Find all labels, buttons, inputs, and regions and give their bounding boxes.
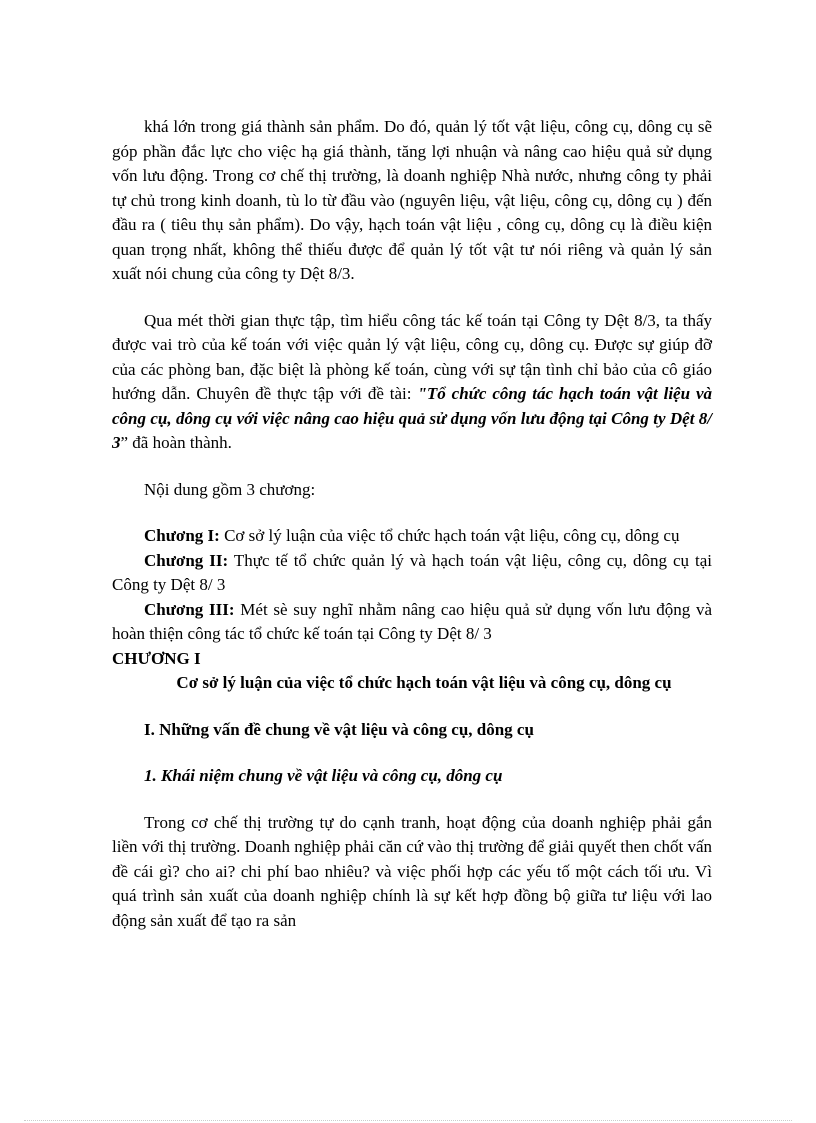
paragraph-2-end: ” đã hoàn thành. [120,433,232,452]
thesis-title: "Tổ chức công tác hạch toán vật liệu và công cụ, dông cụ với việc nâng cao hiệu quả sử dụng vốn lưu động tại Công ty Dệt 8/ 3 [112,384,713,452]
section-heading: I. Những vấn đề chung về vật liệu và công cụ, dông cụ [144,719,534,739]
paragraph-4: Trong cơ chế thị trường tự do cạnh tranh, hoạt động của doanh nghiệp phải gắn liền với thị trường. Doanh nghiệp phải căn cứ vào thị trường để giải quyết then chốt vấn đề cái gì? cho ai? chi phí bao nhiêu? và việc phối hợp các yếu tố một cách tối ưu. Vì quá trình sản xuất của doanh nghiệp chính là sự kết hợp đồng bộ giữa tư liệu với lao động sản xuất để tạo ra sản [112,812,712,930]
chapter-subtitle: Cơ sở lý luận của việc tổ chức hạch toán vật liệu và công cụ, dông cụ [176,673,672,692]
chapter-item-3: Chương III: Mét sè suy nghĩ nhằm nâng cao hiệu quả sử dụng vốn lưu động và hoàn thiện công tác tổ chức kế toán tại Công ty Dệt 8/ 3 [112,599,712,643]
document-body [112,115,712,933]
paragraph-2-start: Qua mét thời gian thực tập, tìm hiểu công tác kế toán tại Công ty Dệt 8/3, ta thấy được vai trò của kế toán với việc quản lý vật liệu, công cụ, dông cụ. Được sự giúp đỡ của các phòng ban, đặc biệt là phòng kế toán, cùng với sự tận tình chỉ bảo của cô giáo hướng dẫn. Chuyên đề thực tập với đề tài: [112,310,712,403]
paragraph-3: Nội dung gồm 3 chương: [144,479,316,499]
paragraph-1: khá lớn trong giá thành sản phẩm. Do đó, quản lý tốt vật liệu, công cụ, dông cụ sẽ góp phần đắc lực cho việc hạ giá thành, tăng lợi nhuận và nâng cao hiệu quả sử dụng vốn lưu động. Trong cơ chế thị trường, là doanh nghiệp Nhà nước, nhưng công ty phải tự chủ trong kinh doanh, tù lo từ đầu vào (nguyên liệu, vật liệu, công cụ, dông cụ ) đến đầu ra ( tiêu thụ sản phẩm). Do vậy, hạch toán vật liệu , công cụ, dông cụ là điều kiện quan trọng nhất, không thể thiếu được để quản lý tốt vật tư nói riêng và quản lý sản xuất nói chung của công ty Dệt 8/3. [112,117,712,283]
chapter-item-2: Chương II: Thực tế tổ chức quản lý và hạch toán vật liệu, công cụ, dông cụ tại Công ty Dệt 8/ 3 [112,550,712,594]
chapter-heading: CHƯƠNG I [112,648,201,668]
subsection-heading: 1. Khái niệm chung về vật liệu và công cụ, dông cụ [144,766,503,785]
paragraph-2 [112,309,712,456]
chapter-item-1: Chương I: Cơ sở lý luận của việc tổ chức hạch toán vật liệu, công cụ, dông cụ [144,526,680,545]
page-bottom-rule [24,1120,792,1121]
